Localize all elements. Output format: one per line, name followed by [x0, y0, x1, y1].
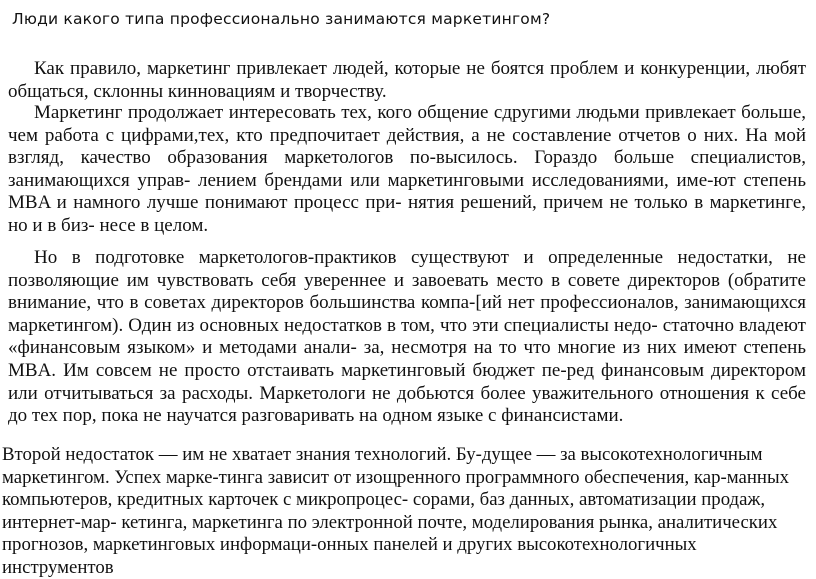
paragraph-1-text: Как правило, маркетинг привлекает людей, которые не боятся проблем и конкуренции, любят общаться, склонны кинновациям и творчеству. [8, 58, 806, 102]
page-heading: Люди какого типа профессионально занимаются маркетингом? [12, 10, 551, 28]
paragraph-3 [8, 247, 806, 428]
paragraph-2 [8, 102, 806, 238]
paragraph-1 [8, 58, 806, 103]
paragraph-4-text: Второй недостаток — им не хватает знания технологий. Бу-дущее — за высокотехнологичным маркетингом. Успех марке-тинга зависит от изощренного программного обеспечения, кар-манных компьютеров, кредитных карточек с микропроцес- сорами, баз данных, автоматизации продаж, интернет-мар- кетинга, маркетинга по электронной почте, моделирования рынка, аналитических прогнозов, маркетинговых информаци-онных панелей и других высокотехнологичных инструментов [2, 444, 789, 578]
paragraph-2-text: Маркетинг продолжает интересовать тех, кого общение сдругими людьми привлекает больше, чем работа с цифрами,тех, кто предпочитает действия, а не составление отчетов о них. На мой взгляд, качество образования маркетологов по-высилось. Гораздо больше специалистов, занимающихся управ- лением брендами или маркетинговыми исследованиями, име-ют степень MBA и намного лучше понимают процесс при- нятия решений, причем не только в маркетинге, но и в биз- несе в целом. [8, 102, 806, 236]
paragraph-3-text: Но в подготовке маркетологов-практиков существуют и определенные недостатки, не позволяющие им чувствовать себя увереннее и завоевать место в совете директоров (обратите внимание, что в советах директоров большинства компа-[ий нет профессионалов, занимающихся маркетингом). Один из основных недостатков в том, что эти специалисты недо- статочно владеют «финансовым языком» и методами анали- за, несмотря на то что многие из них имеют степень MBA. Им совсем не просто отстаивать маркетинговый бюджет пе-ред финансовым директором или отчитываться за расходы. Маркетологи не добьются более уважительного отношения к себе до тех пор, пока не научатся разговаривать на одном языке с финансистами. [8, 247, 806, 427]
paragraph-4 [2, 444, 808, 579]
